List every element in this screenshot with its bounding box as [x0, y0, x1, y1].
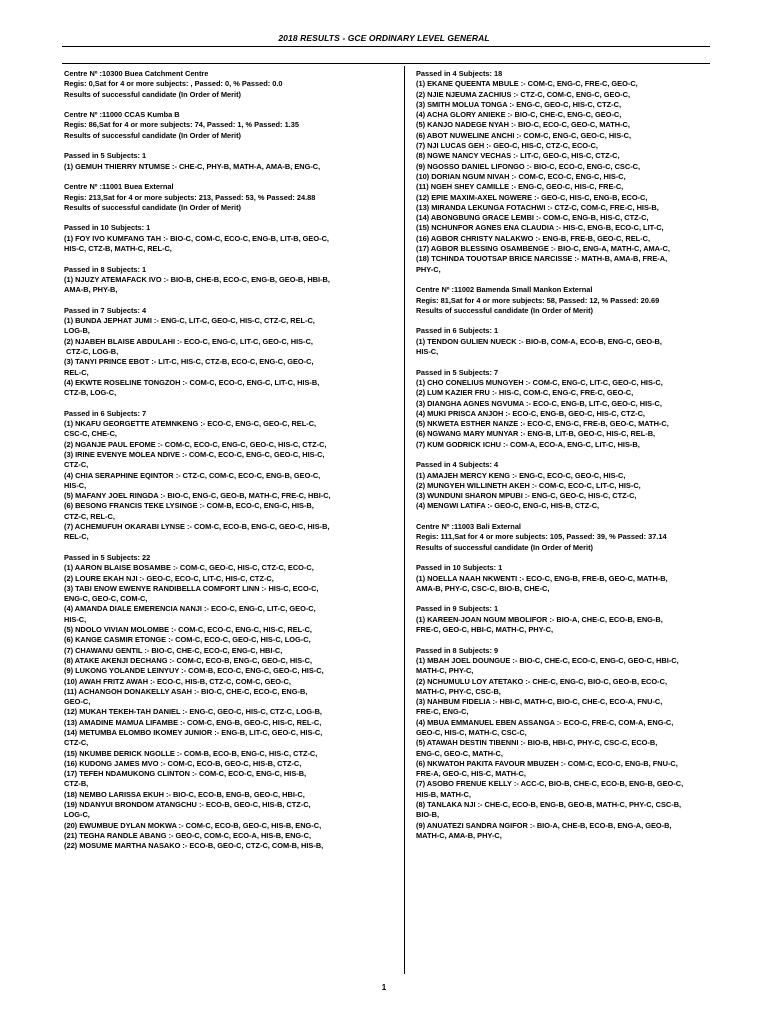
text-line: Regis: 111,Sat for 4 or more subjects: 105, Passed: 39, % Passed: 37.14 — [416, 532, 667, 542]
text-line: FRE-C, ENG-C, — [416, 707, 469, 717]
blank-line — [64, 141, 398, 151]
text-line: Passed in 5 Subjects: 1 — [64, 151, 147, 161]
text-line: (1) NOELLA NAAH NKWENTI :- ECO-C, ENG-B, FRE-B, GEO-C, MATH-B, — [416, 573, 668, 583]
text-line: (7) ACHEMUFUH OKARABI LYNSE :- COM-C, ECO-B, ENG-C, GEO-C, HIS-B, — [64, 522, 330, 532]
text-line: MATH-C, AMA-B, PHY-C, — [416, 830, 502, 840]
page-number: 1 — [381, 983, 387, 992]
text-line: (5) MAFANY JOEL RINGDA :- BIO-C, ENG-C, GEO-B, MATH-C, FRE-C, HBI-C, — [64, 491, 331, 501]
text-line: Passed in 6 Subjects: 1 — [416, 326, 499, 336]
text-line: (9) NGOSSO DANIEL LIFONGO :- BIO-C, ECO-C, ENG-C, CSC-C, — [416, 161, 641, 171]
text-line: Passed in 10 Subjects: 1 — [416, 563, 503, 573]
text-line: (1) EKANE QUEENTA MBULE :- COM-C, ENG-C, FRE-C, GEO-C, — [416, 79, 638, 89]
text-line: Results of successful candidate (In Order of Merit) — [416, 305, 594, 315]
text-line: (10) DORIAN NGUM NIVAH :- COM-C, ECO-C, ENG-C, HIS-C, — [416, 171, 626, 181]
text-line: (12) MUKAH TEKEH-TAH DANIEL :- ENG-C, GEO-C, HIS-C, CTZ-C, LOG-B, — [64, 707, 322, 717]
text-line: ENG-C, GEO-C, COM-C, — [64, 594, 148, 604]
text-line: CTZ-C, — [64, 738, 89, 748]
blank-line — [64, 254, 398, 264]
text-line: (1) TENDON GULIEN NUECK :- BIO-B, COM-A, ECO-B, ENG-C, GEO-B, — [416, 336, 662, 346]
text-line: Passed in 7 Subjects: 4 — [64, 305, 147, 315]
text-line: MATH-C, PHY-C, CSC-B, — [416, 686, 501, 696]
left-column — [64, 69, 398, 852]
text-line: CTZ-C, — [64, 460, 89, 470]
blank-line — [64, 172, 398, 182]
text-line: (3) NAHBUM FIDELIA :- HBI-C, MATH-C, BIO-C, CHE-C, ECO-A, FNU-C, — [416, 697, 663, 707]
text-line: CTZ-B, LOG-C, — [64, 388, 117, 398]
text-line: HIS-C, — [64, 480, 87, 490]
text-line: Centre Nº :11001 Buea External — [64, 182, 174, 192]
text-line: Passed in 10 Subjects: 1 — [64, 223, 151, 233]
text-line: CTZ-C, REL-C, — [64, 511, 115, 521]
text-line: (1) AARON BLAISE BOSAMBE :- COM-C, GEO-C, HIS-C, CTZ-C, ECO-C, — [64, 563, 314, 573]
text-line: Results of successful candidate (In Order of Merit) — [64, 202, 242, 212]
text-line: REL-C, — [64, 532, 89, 542]
header-bottom-rule — [62, 63, 710, 64]
text-line: (17) TEFEH NDAMUKONG CLINTON :- COM-C, ECO-C, ENG-C, HIS-B, — [64, 769, 307, 779]
text-line: (7) ASOBO FRENUE KELLY :- ACC-C, BIO-B, CHE-C, ECO-B, ENG-B, GEO-C, — [416, 779, 684, 789]
text-line: (16) KUDONG JAMES MVO :- COM-C, ECO-B, GEO-C, HIS-B, CTZ-C, — [64, 758, 302, 768]
text-line: (18) NEMBO LARISSA EKUH :- BIO-C, ECO-B, ENG-B, GEO-C, HBI-C, — [64, 789, 305, 799]
text-line: HIS-B, MATH-C, — [416, 789, 471, 799]
text-line: LOG-C, — [64, 810, 90, 820]
text-line: (1) MBAH JOEL DOUNGUE :- BIO-C, CHE-C, ECO-C, ENG-C, GEO-C, HBI-C, — [416, 655, 679, 665]
text-line: Passed in 4 Subjects: 4 — [416, 460, 499, 470]
blank-line — [64, 213, 398, 223]
text-line: HIS-C, — [416, 347, 439, 357]
text-line: (1) AMAJEH MERCY KENG :- ENG-C, ECO-C, GEO-C, HIS-C, — [416, 470, 626, 480]
text-line: Passed in 6 Subjects: 7 — [64, 408, 147, 418]
text-line: CTZ-B, — [64, 779, 89, 789]
text-line: PHY-C, — [416, 264, 441, 274]
text-line: HIS-C, — [64, 614, 87, 624]
text-line: (2) NGANJE PAUL EFOME :- COM-C, ECO-C, ENG-C, GEO-C, HIS-C, CTZ-C, — [64, 439, 327, 449]
text-line: (9) LUKONG YOLANDE LEINYUY :- COM-B, ECO-C, ENG-C, GEO-C, HIS-C, — [64, 666, 324, 676]
text-line: (19) NDANYUI BRONDOM ATANGCHU :- ECO-B, GEO-C, HIS-B, CTZ-C, — [64, 800, 311, 810]
right-column — [416, 69, 716, 841]
column-divider — [404, 66, 405, 974]
text-line: CSC-C, CHE-C, — [64, 429, 117, 439]
text-line: (9) ANUATEZI SANDRA NGIFOR :- BIO-A, CHE-B, ECO-B, ENG-A, GEO-B, — [416, 820, 672, 830]
text-line: (1) FOY IVO KUMFANG TAH :- BIO-C, COM-C, ECO-C, ENG-B, LIT-B, GEO-C, — [64, 233, 329, 243]
text-line: Centre Nº :11000 CCAS Kumba B — [64, 110, 180, 120]
text-line: Passed in 4 Subjects: 18 — [416, 69, 503, 78]
text-line: Passed in 5 Subjects: 22 — [64, 552, 151, 562]
text-line: (4) MENGWI LATIFA :- GEO-C, ENG-C, HIS-B, CTZ-C, — [416, 501, 600, 511]
text-line: Passed in 9 Subjects: 1 — [416, 604, 499, 614]
text-line: GEO-C, HIS-C, MATH-C, CSC-C, — [416, 728, 527, 737]
text-line: (2) NJIE NJEUMA ZACHIUS :- CTZ-C, COM-C, ENG-C, GEO-C, — [416, 89, 631, 99]
text-line: CTZ-C, LOG-B, — [64, 347, 119, 357]
text-line: (17) AGBOR BLESSING OSAMBENGE :- BIO-C, ENG-A, MATH-C, AMA-C, — [416, 244, 670, 254]
text-line: (2) MUNGYEH WILLINETH AKEH :- COM-C, ECO-C, LIT-C, HIS-C, — [416, 480, 641, 490]
blank-line — [416, 512, 716, 522]
text-line: AMA-B, PHY-C, CSC-C, BIO-B, CHE-C, — [416, 583, 550, 593]
text-line: (8) ATAKE AKENJI DECHANG :- COM-C, ECO-B, ENG-C, GEO-C, HIS-C, — [64, 655, 312, 665]
text-line: (1) KAREEN-JOAN NGUM MBOLIFOR :- BIO-A, CHE-C, ECO-B, ENG-B, — [416, 614, 663, 624]
page-title: 2018 RESULTS - GCE ORDINARY LEVEL GENERAL — [278, 33, 490, 43]
text-line: (5) NDOLO VIVIAN MOLOMBE :- COM-C, ECO-C, ENG-C, HIS-C, REL-C, — [64, 625, 312, 635]
text-line: (2) NJABEH BLAISE ABDULAHI :- ECO-C, ENG-C, LIT-C, GEO-C, HIS-C, — [64, 336, 313, 346]
text-line: FRE-A, GEO-C, HIS-C, MATH-C, — [416, 769, 526, 779]
text-line: (13) MIRANDA LEKUNGA FOTACHWI :- CTZ-C, COM-C, FRE-C, HIS-B, — [416, 202, 659, 212]
text-line: ENG-C, GEO-C, MATH-C, — [416, 748, 503, 758]
text-line: Regis: 81,Sat for 4 or more subjects: 58, Passed: 12, % Passed: 20.69 — [416, 295, 660, 305]
text-line: (6) ABOT NUWELINE ANCHI :- COM-C, ENG-C, GEO-C, HIS-C, — [416, 130, 631, 140]
text-line: (18) TCHINDA TOUOTSAP BRICE NARCISSE :- MATH-B, AMA-B, FRE-A, — [416, 254, 668, 264]
text-line: (20) EWUMBUE DYLAN MOKWA :- COM-C, ECO-B, GEO-C, HIS-B, ENG-C, — [64, 820, 322, 830]
text-line: (8) TANLAKA NJI :- CHE-C, ECO-B, ENG-B, GEO-B, MATH-C, PHY-C, CSC-B, — [416, 800, 682, 810]
text-line: (7) CHAWANU GENTIL :- BIO-C, CHE-C, ECO-C, ENG-C, HBI-C, — [64, 645, 283, 655]
text-line: (4) CHIA SERAPHINE EQINTOR :- CTZ-C, COM-C, ECO-C, ENG-B, GEO-C, — [64, 470, 321, 480]
text-line: (15) NKUMBE DERICK NGOLLE :- COM-B, ECO-B, ENG-C, HIS-C, CTZ-C, — [64, 748, 318, 758]
text-line: (1) CHO CONELIUS MUNGYEH :- COM-C, ENG-C, LIT-C, GEO-C, HIS-C, — [416, 377, 663, 387]
blank-line — [416, 316, 716, 326]
text-line: BIO-B, — [416, 810, 439, 820]
text-line: (14) METUMBA ELOMBO IKOMEY JUNIOR :- ENG-B, LIT-C, GEO-C, HIS-C, — [64, 728, 323, 737]
blank-line — [416, 357, 716, 367]
text-line: (3) TABI ENOW EWENYE RANDIBELLA COMFORT LINN :- HIS-C, ECO-C, — [64, 583, 319, 593]
blank-line — [64, 296, 398, 306]
text-line: (7) KUM GODRICK ICHU :- COM-A, ECO-A, ENG-C, LIT-C, HIS-B, — [416, 439, 640, 449]
text-line: (22) MOSUME MARTHA NASAKO :- ECO-B, GEO-C, CTZ-C, COM-B, HIS-B, — [64, 841, 324, 851]
text-line: (11) ACHANGOH DONAKELLY ASAH :- BIO-C, CHE-C, ECO-C, ENG-B, — [64, 686, 308, 696]
header-rule — [62, 46, 710, 47]
text-line: (4) AMANDA DIALE EMERENCIA NANJI :- ECO-C, ENG-C, LIT-C, GEO-C, — [64, 604, 316, 614]
text-line: (1) BUNDA JEPHAT JUMI :- ENG-C, LIT-C, GEO-C, HIS-C, CTZ-C, REL-C, — [64, 316, 315, 326]
text-line: REL-C, — [64, 367, 89, 377]
text-line: Results of successful candidate (In Order of Merit) — [64, 89, 242, 99]
text-line: (14) ABONGBUNG GRACE LEMBI :- COM-C, ENG-B, HIS-C, CTZ-C, — [416, 213, 649, 223]
text-line: (11) NGEH SHEY CAMILLE :- ENG-C, GEO-C, HIS-C, FRE-C, — [416, 182, 624, 192]
text-line: (3) WUNDUNI SHARON MPUBI :- ENG-C, GEO-C, HIS-C, CTZ-C, — [416, 491, 637, 501]
text-line: (16) AGBOR CHRISTY NALAKWO :- ENG-B, FRE-B, GEO-C, REL-C, — [416, 233, 651, 243]
text-line: (4) MUKI PRISCA ANJOH :- ECO-C, ENG-B, GEO-C, HIS-C, CTZ-C, — [416, 408, 645, 418]
text-line: LOG-B, — [64, 326, 90, 336]
text-line: (13) AMADINE MAMUA LIFAMBE :- COM-C, ENG-B, GEO-C, HIS-C, REL-C, — [64, 717, 322, 727]
text-line: (6) BESONG FRANCIS TEKE LYSINGE :- COM-B, ECO-C, ENG-C, HIS-B, — [64, 501, 314, 511]
text-line: (15) NCHUNFOR AGNES ENA CLAUDIA :- HIS-C, ENG-B, ECO-C, LIT-C, — [416, 223, 664, 233]
text-line: (1) NKAFU GEORGETTE ATEMNKENG :- ECO-C, ENG-C, GEO-C, REL-C, — [64, 419, 317, 429]
text-line: Passed in 5 Subjects: 7 — [416, 367, 499, 377]
text-line: (21) TEGHA RANDLE ABANG :- GEO-C, COM-C, ECO-A, HIS-B, ENG-C, — [64, 830, 312, 840]
blank-line — [416, 594, 716, 604]
text-line: (3) TANYI PRINCE EBOT :- LIT-C, HIS-C, CTZ-B, ECO-C, ENG-C, GEO-C, — [64, 357, 314, 367]
text-line: (3) DIANGHA AGNES NGVUMA :- ECO-C, ENG-B, LIT-C, GEO-C, HIS-C, — [416, 398, 662, 408]
text-line: Results of successful candidate (In Order of Merit) — [64, 130, 242, 140]
text-line: (2) NCHUMULU LOY ATETAKO :- CHE-C, ENG-C, BIO-C, GEO-B, ECO-C, — [416, 676, 667, 686]
text-line: FRE-C, GEO-C, HBI-C, MATH-C, PHY-C, — [416, 625, 553, 635]
text-line: (6) NGWANG MARY MUNYAR :- ENG-B, LIT-B, GEO-C, HIS-C, REL-B, — [416, 429, 656, 439]
text-line: MATH-C, PHY-C, — [416, 666, 474, 676]
text-line: (6) KANGE CASMIR ETONGE :- COM-C, ECO-C, GEO-C, HIS-C, LOG-C, — [64, 635, 311, 645]
text-line: HIS-C, CTZ-B, MATH-C, REL-C, — [64, 244, 172, 254]
text-line: (5) KANJO NADEGE NYAH :- BIO-C, ECO-C, GEO-C, MATH-C, — [416, 120, 630, 130]
blank-line — [64, 543, 398, 553]
blank-line — [416, 275, 716, 285]
text-line: (2) LOURE EKAH NJI :- GEO-C, ECO-C, LIT-C, HIS-C, CTZ-C, — [64, 573, 274, 583]
text-line: (10) AWAH FRITZ AWAH :- ECO-C, HIS-B, CTZ-C, COM-C, GEO-C, — [64, 676, 291, 686]
text-line: (5) ATAWAH DESTIN TIBENNI :- BIO-B, HBI-C, PHY-C, CSC-C, ECO-B, — [416, 738, 658, 748]
text-line: Regis: 213,Sat for 4 or more subjects: 213, Passed: 53, % Passed: 24.88 — [64, 192, 316, 202]
text-line: (7) NJI LUCAS GEH :- GEO-C, HIS-C, CTZ-C, ECO-C, — [416, 141, 598, 151]
text-line: GEO-C, — [64, 697, 91, 707]
text-line: (1) NJUZY ATEMAFACK IVO :- BIO-B, CHE-B, ECO-C, ENG-B, GEO-B, HBI-B, — [64, 274, 330, 284]
blank-line — [416, 553, 716, 563]
text-line: Centre Nº :11003 Bali External — [416, 522, 521, 532]
text-line: (3) SMITH MOLUA TONGA :- ENG-C, GEO-C, HIS-C, CTZ-C, — [416, 99, 622, 109]
text-line: (5) NKWETA ESTHER NANZE :- ECO-C, ENG-C, FRE-B, GEO-C, MATH-C, — [416, 419, 669, 429]
text-line: Results of successful candidate (In Order of Merit) — [416, 542, 594, 552]
text-line: (4) EKWTE ROSELINE TONGZOH :- COM-C, ECO-C, ENG-C, LIT-C, HIS-B, — [64, 377, 320, 387]
text-line: Regis: 0,Sat for 4 or more subjects: , Passed: 0, % Passed: 0.0 — [64, 79, 283, 89]
text-line: (8) NGWE NANCY VECHAS :- LIT-C, GEO-C, HIS-C, CTZ-C, — [416, 151, 620, 161]
text-line: (12) EPIE MAXIM-AXEL NGWERE :- GEO-C, HIS-C, ENG-B, ECO-C, — [416, 192, 648, 202]
text-line: (3) IRINE EVENYE MOLEA NDIVE :- COM-C, ECO-C, ENG-C, GEO-C, HIS-C, — [64, 449, 325, 459]
text-line: Regis: 86,Sat for 4 or more subjects: 74, Passed: 1, % Passed: 1.35 — [64, 120, 299, 130]
text-line: Passed in 8 Subjects: 9 — [416, 645, 499, 655]
text-line: AMA-B, PHY-B, — [64, 285, 118, 295]
text-line: Centre Nº :11002 Bamenda Small Mankon External — [416, 285, 593, 295]
text-line: (1) GEMUH THIERRY NTUMSE :- CHE-C, PHY-B, MATH-A, AMA-B, ENG-C, — [64, 161, 321, 171]
text-line: (4) MBUA EMMANUEL EBEN ASSANGA :- ECO-C, FRE-C, COM-A, ENG-C, — [416, 717, 674, 727]
blank-line — [64, 100, 398, 110]
text-line: Centre Nº :10300 Buea Catchment Centre — [64, 69, 209, 78]
blank-line — [64, 399, 398, 409]
blank-line — [416, 450, 716, 460]
text-line: Passed in 8 Subjects: 1 — [64, 264, 147, 274]
blank-line — [416, 635, 716, 645]
text-line: (2) LUM KAZIER FRU :- HIS-C, COM-C, ENG-C, FRE-C, GEO-C, — [416, 388, 634, 398]
text-line: (6) NKWATOH PAKITA FAVOUR MBUZEH :- COM-C, ECO-C, ENG-B, FNU-C, — [416, 758, 678, 768]
text-line: (4) ACHA GLORY ANIEKE :- BIO-C, CHE-C, ENG-C, GEO-C, — [416, 110, 622, 120]
